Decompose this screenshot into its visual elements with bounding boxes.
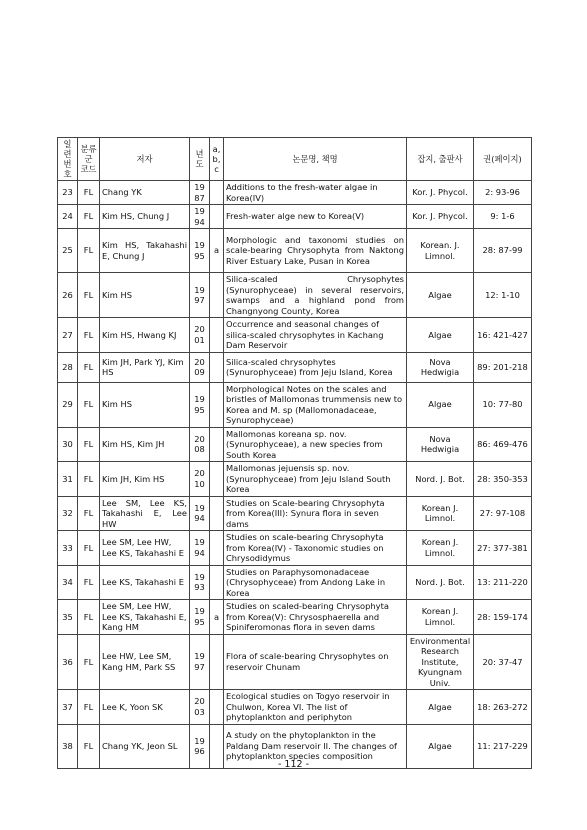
serial-number: 24 (58, 205, 78, 229)
header-volume-pages: 권(페이지) (474, 138, 532, 181)
taxon-code: FL (78, 690, 100, 725)
journal: Nord. J. Bot. (407, 565, 474, 600)
volume-pages: 28: 159-174 (474, 600, 532, 635)
abc-flag (210, 382, 224, 427)
table-row (58, 462, 532, 497)
volume-pages: 11: 217-229 (474, 724, 532, 768)
journal: Algae (407, 690, 474, 725)
title: Morphological Notes on the scales and bristles of Mallomonas trummensis new to Korea and M. sp (Mallomonadaceae, Synurophyceae) (224, 382, 407, 427)
year: 1994 (190, 496, 210, 531)
header-journal: 잡지, 출판사 (407, 138, 474, 181)
serial-number: 33 (58, 531, 78, 566)
serial-number: 27 (58, 318, 78, 353)
volume-pages: 16: 421-427 (474, 318, 532, 353)
title: Studies on scaled-bearing Chrysophyta from Korea(V): Chrysosphaerella and Spiniferomonas flora in seven dams (224, 600, 407, 635)
author: Kim HS, Takahashi E, Chung J (100, 229, 190, 273)
serial-number: 37 (58, 690, 78, 725)
author: Chang YK, Jeon SL (100, 724, 190, 768)
year: 1997 (190, 273, 210, 318)
serial-number: 25 (58, 229, 78, 273)
author: Kim JH, Kim HS (100, 462, 190, 497)
header-title: 논문명, 책명 (224, 138, 407, 181)
year: 2008 (190, 427, 210, 462)
author: Lee HW, Lee SM, Kang HM, Park SS (100, 634, 190, 690)
author: Kim HS (100, 273, 190, 318)
header-abc: a, b, c (210, 138, 224, 181)
abc-flag: a (210, 600, 224, 635)
volume-pages: 20: 37-47 (474, 634, 532, 690)
year: 1994 (190, 205, 210, 229)
abc-flag (210, 462, 224, 497)
year: 1995 (190, 229, 210, 273)
journal: Nova Hedwigia (407, 352, 474, 382)
volume-pages: 18: 263-272 (474, 690, 532, 725)
author: Kim HS (100, 382, 190, 427)
taxon-code: FL (78, 229, 100, 273)
taxon-code: FL (78, 352, 100, 382)
table-row (58, 318, 532, 353)
serial-number: 26 (58, 273, 78, 318)
journal: Algae (407, 382, 474, 427)
abc-flag (210, 181, 224, 205)
author: Lee KS, Takahashi E (100, 565, 190, 600)
taxon-code: FL (78, 531, 100, 566)
abc-flag: a (210, 229, 224, 273)
taxon-code: FL (78, 382, 100, 427)
journal: Korean. J. Limnol. (407, 229, 474, 273)
taxon-code: FL (78, 181, 100, 205)
header-year: 년도 (190, 138, 210, 181)
volume-pages: 10: 77-80 (474, 382, 532, 427)
volume-pages: 9: 1-6 (474, 205, 532, 229)
abc-flag (210, 565, 224, 600)
serial-number: 28 (58, 352, 78, 382)
table-row (58, 181, 532, 205)
journal: Algae (407, 318, 474, 353)
abc-flag (210, 531, 224, 566)
year: 1995 (190, 600, 210, 635)
title: Morphologic and taxonomi studies on scale-bearing Chrysophyta from Naktong River Estuary Lake, Pusan in Korea (224, 229, 407, 273)
page-number: - 112 - (277, 759, 310, 770)
journal: Nova Hedwigia (407, 427, 474, 462)
header-taxon-code: 분류군 코드 (78, 138, 100, 181)
volume-pages: 13: 211-220 (474, 565, 532, 600)
volume-pages: 27: 97-108 (474, 496, 532, 531)
title: A study on the phytoplankton in the Paldang Dam reservoir II. The changes of phytoplankton species composition (224, 724, 407, 768)
author: Lee SM, Lee HW, Lee KS, Takahashi E, Kang HM (100, 600, 190, 635)
table-row (58, 690, 532, 725)
year: 2010 (190, 462, 210, 497)
taxon-code: FL (78, 565, 100, 600)
year: 2001 (190, 318, 210, 353)
volume-pages: 28: 87-99 (474, 229, 532, 273)
serial-number: 34 (58, 565, 78, 600)
title: Studies on Paraphysomonadaceae (Chrysophyceae) from Andong Lake in Korea (224, 565, 407, 600)
journal: Nord. J. Bot. (407, 462, 474, 497)
serial-number: 36 (58, 634, 78, 690)
table-row (58, 205, 532, 229)
volume-pages: 2: 93-96 (474, 181, 532, 205)
taxon-code: FL (78, 496, 100, 531)
table-row (58, 427, 532, 462)
serial-number: 38 (58, 724, 78, 768)
abc-flag (210, 690, 224, 725)
journal: Korean J. Limnol. (407, 600, 474, 635)
journal: Environmental Research Institute, Kyungnam Univ. (407, 634, 474, 690)
year: 1996 (190, 724, 210, 768)
author: Kim HS, Kim JH (100, 427, 190, 462)
title: Additions to the fresh-water algae in Korea(IV) (224, 181, 407, 205)
year: 2003 (190, 690, 210, 725)
serial-number: 32 (58, 496, 78, 531)
title: Ecological studies on Togyo reservoir in Chulwon, Korea VI. The list of phytoplankton and periphyton (224, 690, 407, 725)
abc-flag (210, 205, 224, 229)
abc-flag (210, 318, 224, 353)
journal: Kor. J. Phycol. (407, 181, 474, 205)
table-row (58, 634, 532, 690)
table-row (58, 352, 532, 382)
title: Studies on scale-bearing Chrysophyta from Korea(IV) - Taxonomic studies on Chrysodidymus (224, 531, 407, 566)
table-row (58, 531, 532, 566)
volume-pages: 86: 469-476 (474, 427, 532, 462)
table-row (58, 229, 532, 273)
taxon-code: FL (78, 205, 100, 229)
taxon-code: FL (78, 634, 100, 690)
volume-pages: 28: 350-353 (474, 462, 532, 497)
title: Occurrence and seasonal changes of silica-scaled chrysophytes in Kachang Dam Reservoir (224, 318, 407, 353)
abc-flag (210, 273, 224, 318)
serial-number: 23 (58, 181, 78, 205)
volume-pages: 89: 201-218 (474, 352, 532, 382)
title: Mallomonas koreana sp. nov. (Synurophyceae), a new species from South Korea (224, 427, 407, 462)
abc-flag (210, 634, 224, 690)
title: Mallomonas jejuensis sp. nov. (Synurophyceae) from Jeju Island South Korea (224, 462, 407, 497)
author: Lee K, Yoon SK (100, 690, 190, 725)
title: Studies on Scale-bearing Chrysophyta from Korea(III): Synura flora in seven dams (224, 496, 407, 531)
volume-pages: 27: 377-381 (474, 531, 532, 566)
author: Kim JH, Park YJ, Kim HS (100, 352, 190, 382)
taxon-code: FL (78, 318, 100, 353)
abc-flag (210, 352, 224, 382)
taxon-code: FL (78, 600, 100, 635)
table-row (58, 565, 532, 600)
header-author: 저자 (100, 138, 190, 181)
author: Lee SM, Lee KS, Takahashi E, Lee HW (100, 496, 190, 531)
serial-number: 31 (58, 462, 78, 497)
journal: Korean J. Limnol. (407, 531, 474, 566)
serial-number: 30 (58, 427, 78, 462)
year: 1997 (190, 634, 210, 690)
title: Silica-scaled Chrysophytes (Synurophyceae) in several reservoirs, swamps and a highland pond from Changnyong County, Korea (224, 273, 407, 318)
journal: Algae (407, 273, 474, 318)
serial-number: 35 (58, 600, 78, 635)
journal: Algae (407, 724, 474, 768)
year: 1987 (190, 181, 210, 205)
reference-table (57, 137, 532, 769)
header-serial-number: 일련 번호 (58, 138, 78, 181)
author: Chang YK (100, 181, 190, 205)
title: Silica-scaled chrysophytes (Synurophyceae) from Jeju Island, Korea (224, 352, 407, 382)
year: 1994 (190, 531, 210, 566)
journal: Kor. J. Phycol. (407, 205, 474, 229)
taxon-code: FL (78, 724, 100, 768)
taxon-code: FL (78, 273, 100, 318)
serial-number: 29 (58, 382, 78, 427)
abc-flag (210, 496, 224, 531)
table-row (58, 382, 532, 427)
title: Flora of scale-bearing Chrysophytes on reservoir Chunam (224, 634, 407, 690)
taxon-code: FL (78, 462, 100, 497)
table-row (58, 273, 532, 318)
volume-pages: 12: 1-10 (474, 273, 532, 318)
table-row (58, 600, 532, 635)
header-row (58, 138, 532, 181)
table-row (58, 496, 532, 531)
title: Fresh-water alge new to Korea(V) (224, 205, 407, 229)
abc-flag (210, 427, 224, 462)
year: 1993 (190, 565, 210, 600)
author: Kim HS, Hwang KJ (100, 318, 190, 353)
author: Kim HS, Chung J (100, 205, 190, 229)
journal: Korean J. Limnol. (407, 496, 474, 531)
author: Lee SM, Lee HW, Lee KS, Takahashi E (100, 531, 190, 566)
year: 2009 (190, 352, 210, 382)
year: 1995 (190, 382, 210, 427)
taxon-code: FL (78, 427, 100, 462)
